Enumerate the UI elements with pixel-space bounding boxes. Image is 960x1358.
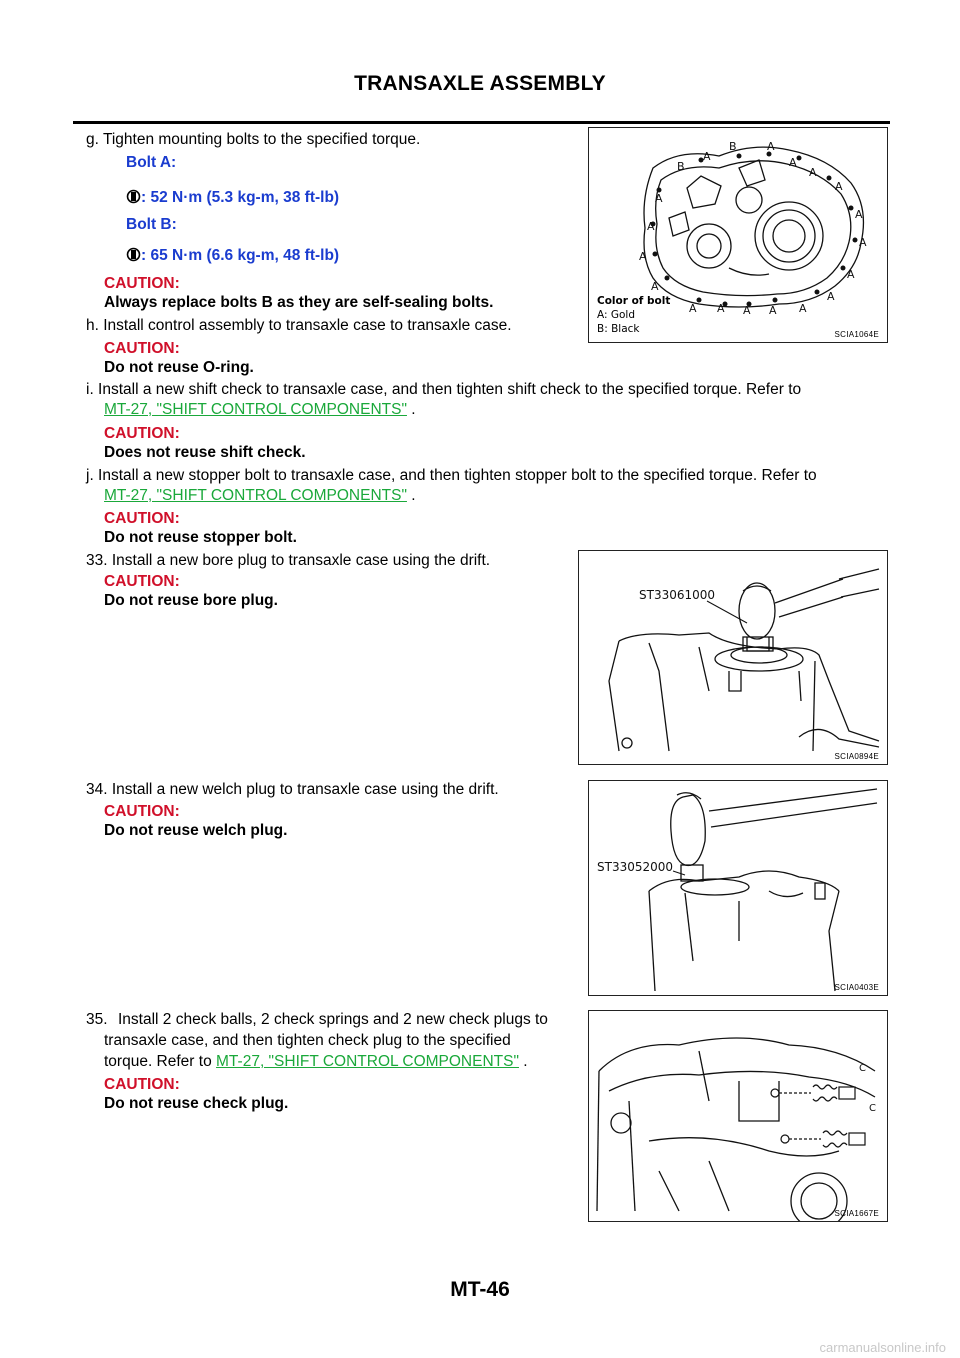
legend-gold: A: Gold	[597, 309, 636, 321]
step-35-line1: Install 2 check balls, 2 check springs and 2 new check plugs to	[118, 1011, 548, 1028]
svg-text:A: A	[651, 280, 659, 293]
step-i-text: i. Install a new shift check to transaxle case, and then tighten shift check to the specified torque. Refer to	[86, 381, 802, 398]
svg-text:A: A	[767, 140, 775, 153]
header-rule	[73, 121, 890, 124]
callout-c-upper: C	[859, 1063, 866, 1074]
caution-text: Always replace bolts B as they are self-sealing bolts.	[104, 294, 494, 311]
figure-id: SCIA0894E	[834, 752, 879, 761]
svg-text:A: A	[847, 268, 855, 281]
svg-text:A: A	[647, 220, 655, 233]
tool-label: ST33052000	[597, 860, 674, 874]
figure-bore-plug-drift	[578, 550, 888, 765]
caution-text: Do not reuse check plug.	[104, 1095, 289, 1112]
svg-text:A: A	[799, 302, 807, 315]
legend-title: Color of bolt	[597, 295, 671, 307]
figure-id: SCIA1667E	[834, 1209, 879, 1218]
step-j-text: j. Install a new stopper bolt to transaxle case, and then tighten stopper bolt to the specified torque. Refer to	[86, 467, 817, 484]
bolt-b-torque	[126, 246, 339, 266]
figure-bolt-locations	[588, 127, 888, 343]
figure-welch-plug-drift	[588, 780, 888, 996]
bolt-a-label: Bolt A:	[126, 154, 177, 171]
caution-text: Do not reuse O-ring.	[104, 359, 254, 376]
caution-label: CAUTION:	[104, 573, 180, 590]
bolt-color-legend	[597, 294, 670, 336]
step-35-line3: torque. Refer to MT-27, "SHIFT CONTROL COMPONENTS" .	[104, 1053, 528, 1070]
torque-wrench-icon	[126, 189, 141, 204]
torque-wrench-icon	[126, 247, 141, 262]
legend-black: B: Black	[597, 323, 640, 335]
svg-text:A: A	[703, 150, 711, 163]
step-34-text: 34. Install a new welch plug to transaxle case using the drift.	[86, 781, 499, 798]
figure-check-plugs	[588, 1010, 888, 1222]
torque-a-value: : 52 N·m (5.3 kg-m, 38 ft-lb)	[141, 189, 340, 206]
figure-id: SCIA1064E	[834, 330, 879, 339]
step-33-text: 33. Install a new bore plug to transaxle case using the drift.	[86, 552, 491, 569]
step-h-text: h. Install control assembly to transaxle case to transaxle case.	[86, 317, 512, 334]
step-35-line2: transaxle case, and then tighten check plug to the specified	[104, 1032, 511, 1049]
caution-label: CAUTION:	[104, 275, 180, 292]
caution-label: CAUTION:	[104, 803, 180, 820]
caution-label: CAUTION:	[104, 1076, 180, 1093]
step-j-ref: MT-27, "SHIFT CONTROL COMPONENTS" .	[104, 487, 416, 504]
svg-text:A: A	[835, 180, 843, 193]
torque-b-value: : 65 N·m (6.6 kg-m, 48 ft-lb)	[141, 247, 340, 264]
svg-text:A: A	[789, 156, 797, 169]
page-number: MT-46	[450, 1278, 510, 1301]
svg-text:B: B	[677, 160, 685, 173]
caution-text: Do not reuse welch plug.	[104, 822, 288, 839]
shift-control-link[interactable]: MT-27, "SHIFT CONTROL COMPONENTS"	[104, 487, 407, 504]
check-plugs-drawing	[589, 1011, 887, 1221]
caution-label: CAUTION:	[104, 425, 180, 442]
callout-c-lower: C	[869, 1103, 876, 1114]
svg-text:A: A	[639, 250, 647, 263]
caution-text: Do not reuse stopper bolt.	[104, 529, 297, 546]
caution-text: Do not reuse bore plug.	[104, 592, 278, 609]
svg-text:A: A	[859, 236, 867, 249]
tool-label: ST33061000	[639, 588, 716, 602]
caution-label: CAUTION:	[104, 510, 180, 527]
svg-text:A: A	[855, 208, 863, 221]
welch-plug-drawing	[589, 781, 887, 995]
svg-text:A: A	[769, 304, 777, 317]
shift-control-link[interactable]: MT-27, "SHIFT CONTROL COMPONENTS"	[104, 401, 407, 418]
watermark: carmanualsonline.info	[819, 1340, 946, 1355]
bore-plug-drawing	[579, 551, 887, 764]
svg-text:A: A	[827, 290, 835, 303]
shift-control-link[interactable]: MT-27, "SHIFT CONTROL COMPONENTS"	[216, 1053, 519, 1070]
bolt-a-torque	[126, 188, 339, 208]
svg-text:A: A	[809, 166, 817, 179]
svg-text:A: A	[655, 192, 663, 205]
svg-text:A: A	[743, 304, 751, 317]
step-g-text: g. Tighten mounting bolts to the specified torque.	[86, 131, 421, 148]
step-i-ref: MT-27, "SHIFT CONTROL COMPONENTS" .	[104, 401, 416, 418]
step-35-number: 35.	[86, 1011, 108, 1028]
figure-id: SCIA0403E	[834, 983, 879, 992]
caution-label: CAUTION:	[104, 340, 180, 357]
page-title: TRANSAXLE ASSEMBLY	[354, 72, 606, 95]
svg-text:B: B	[729, 140, 737, 153]
svg-text:A: A	[689, 302, 697, 315]
caution-text: Does not reuse shift check.	[104, 444, 306, 461]
bolt-b-label: Bolt B:	[126, 216, 177, 233]
svg-text:A: A	[717, 302, 725, 315]
